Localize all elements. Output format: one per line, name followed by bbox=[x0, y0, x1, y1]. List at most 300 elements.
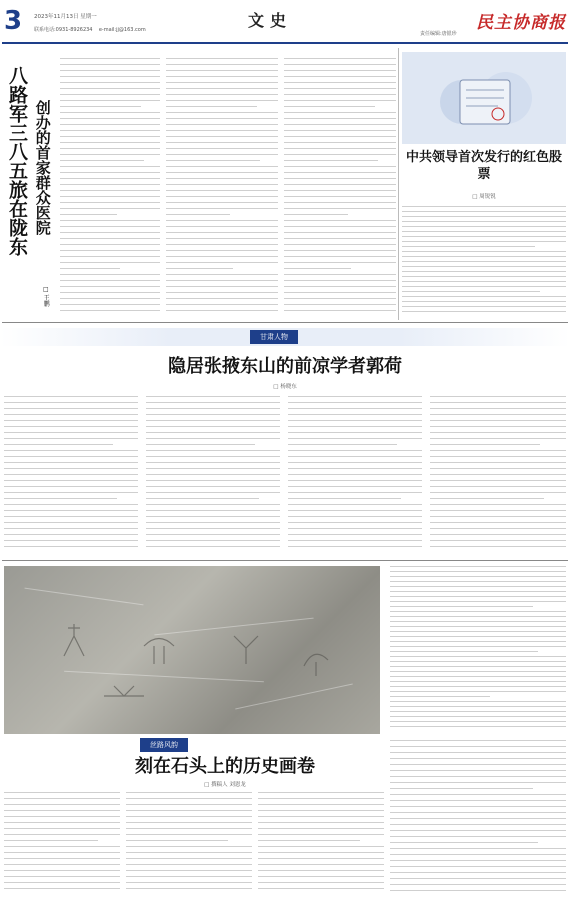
text-line bbox=[284, 154, 396, 155]
text-line bbox=[258, 846, 384, 847]
text-line bbox=[146, 396, 280, 397]
text-line bbox=[60, 100, 160, 101]
text-line bbox=[146, 504, 280, 505]
text-line bbox=[284, 76, 396, 77]
article-headline: 中共领导首次发行的红色股票 bbox=[405, 150, 562, 182]
article-headline: 隐居张掖东山的前凉学者郭荷 bbox=[168, 356, 402, 377]
text-line bbox=[4, 420, 138, 421]
text-line bbox=[258, 858, 384, 859]
text-line bbox=[390, 890, 566, 891]
text-line bbox=[166, 190, 278, 191]
text-line bbox=[126, 798, 252, 799]
text-line bbox=[402, 301, 566, 302]
text-line bbox=[4, 468, 138, 469]
text-line bbox=[284, 166, 396, 167]
text-line bbox=[60, 76, 160, 77]
text-line bbox=[166, 184, 278, 185]
text-line bbox=[166, 208, 278, 209]
text-line bbox=[430, 444, 540, 445]
text-line bbox=[390, 686, 566, 687]
text-line bbox=[284, 82, 396, 83]
text-line bbox=[284, 112, 396, 113]
text-line bbox=[126, 804, 252, 805]
text-line bbox=[288, 438, 422, 439]
text-line bbox=[60, 196, 160, 197]
text-line bbox=[60, 106, 141, 107]
text-line bbox=[146, 462, 280, 463]
text-line bbox=[4, 402, 138, 403]
text-line bbox=[258, 882, 384, 883]
text-line bbox=[390, 848, 566, 849]
text-line bbox=[146, 432, 280, 433]
text-line bbox=[390, 631, 566, 632]
text-line bbox=[402, 231, 566, 232]
text-line bbox=[284, 292, 396, 293]
text-line bbox=[4, 432, 138, 433]
text-line bbox=[402, 281, 566, 282]
text-line bbox=[60, 208, 160, 209]
text-line bbox=[4, 858, 120, 859]
text-line bbox=[390, 661, 566, 662]
article-byline: □ 王鹏 bbox=[42, 286, 50, 307]
text-line bbox=[258, 828, 384, 829]
text-line bbox=[390, 800, 566, 801]
text-line bbox=[146, 408, 280, 409]
text-line bbox=[4, 810, 120, 811]
text-line bbox=[284, 310, 396, 311]
text-line bbox=[288, 444, 397, 445]
text-line bbox=[166, 154, 278, 155]
text-line bbox=[4, 414, 138, 415]
text-line bbox=[126, 834, 252, 835]
text-line bbox=[390, 651, 538, 652]
text-line bbox=[166, 100, 278, 101]
text-line bbox=[402, 241, 566, 242]
text-line bbox=[60, 256, 160, 257]
text-line bbox=[390, 746, 566, 747]
text-line bbox=[390, 842, 538, 843]
text-line bbox=[390, 836, 566, 837]
text-line bbox=[390, 641, 566, 642]
text-line bbox=[126, 840, 228, 841]
article-body-column bbox=[430, 396, 566, 556]
article-body-column bbox=[284, 58, 396, 318]
text-line bbox=[284, 238, 396, 239]
text-line bbox=[284, 124, 396, 125]
text-line bbox=[284, 208, 396, 209]
text-line bbox=[166, 226, 278, 227]
text-line bbox=[390, 721, 566, 722]
text-line bbox=[284, 94, 396, 95]
text-line bbox=[390, 626, 566, 627]
text-line bbox=[288, 408, 422, 409]
text-line bbox=[166, 202, 278, 203]
text-line bbox=[4, 408, 138, 409]
text-line bbox=[126, 822, 252, 823]
text-line bbox=[402, 296, 566, 297]
text-line bbox=[146, 540, 280, 541]
text-line bbox=[402, 311, 566, 312]
text-line bbox=[258, 816, 384, 817]
text-line bbox=[390, 812, 566, 813]
text-line bbox=[390, 711, 566, 712]
text-line bbox=[284, 280, 396, 281]
article-illustration bbox=[402, 52, 566, 144]
contact-email: e-mail:jj@163.com bbox=[98, 27, 146, 33]
text-line bbox=[166, 196, 278, 197]
text-line bbox=[288, 396, 422, 397]
text-line bbox=[166, 64, 278, 65]
text-line bbox=[284, 232, 396, 233]
text-line bbox=[126, 816, 252, 817]
text-line bbox=[126, 792, 252, 793]
text-line bbox=[284, 256, 396, 257]
text-line bbox=[60, 250, 160, 251]
text-line bbox=[430, 456, 566, 457]
text-line bbox=[60, 220, 160, 221]
text-line bbox=[390, 830, 566, 831]
text-line bbox=[430, 540, 566, 541]
text-line bbox=[166, 274, 278, 275]
column-divider bbox=[398, 48, 399, 320]
text-line bbox=[166, 256, 278, 257]
text-line bbox=[146, 444, 255, 445]
text-line bbox=[4, 798, 120, 799]
text-line bbox=[402, 206, 566, 207]
text-line bbox=[166, 244, 278, 245]
text-line bbox=[390, 606, 533, 607]
text-line bbox=[60, 148, 160, 149]
text-line bbox=[402, 246, 535, 247]
text-line bbox=[390, 806, 566, 807]
text-line bbox=[60, 286, 160, 287]
text-line bbox=[390, 794, 566, 795]
text-line bbox=[288, 480, 422, 481]
page-number: 3 bbox=[4, 6, 23, 36]
text-line bbox=[126, 864, 252, 865]
text-line bbox=[390, 691, 566, 692]
text-line bbox=[60, 172, 160, 173]
illustration-graphic bbox=[402, 52, 566, 144]
text-line bbox=[430, 522, 566, 523]
text-line bbox=[390, 878, 566, 879]
text-line bbox=[390, 788, 533, 789]
text-line bbox=[4, 792, 120, 793]
article-body-column bbox=[146, 396, 280, 556]
text-line bbox=[166, 130, 278, 131]
text-line bbox=[60, 304, 160, 305]
masthead-rule bbox=[2, 42, 568, 44]
text-line bbox=[4, 828, 120, 829]
text-line bbox=[430, 426, 566, 427]
text-line bbox=[146, 492, 280, 493]
article-body-column bbox=[126, 792, 252, 896]
text-line bbox=[4, 462, 138, 463]
text-line bbox=[430, 480, 566, 481]
text-line bbox=[288, 528, 422, 529]
text-line bbox=[284, 64, 396, 65]
text-line bbox=[284, 196, 396, 197]
text-line bbox=[4, 888, 120, 889]
text-line bbox=[60, 292, 160, 293]
text-line bbox=[284, 268, 351, 269]
text-line bbox=[146, 474, 280, 475]
text-line bbox=[4, 540, 138, 541]
text-line bbox=[430, 516, 566, 517]
text-line bbox=[166, 106, 257, 107]
text-line bbox=[288, 456, 422, 457]
text-line bbox=[166, 172, 278, 173]
text-line bbox=[60, 190, 160, 191]
text-line bbox=[430, 420, 566, 421]
text-line bbox=[284, 214, 348, 215]
text-line bbox=[430, 450, 566, 451]
text-line bbox=[402, 306, 566, 307]
text-line bbox=[166, 262, 278, 263]
text-line bbox=[284, 190, 396, 191]
text-line bbox=[166, 268, 233, 269]
text-line bbox=[288, 420, 422, 421]
text-line bbox=[166, 148, 278, 149]
text-line bbox=[430, 474, 566, 475]
text-line bbox=[402, 226, 566, 227]
text-line bbox=[402, 286, 566, 287]
text-line bbox=[166, 238, 278, 239]
text-line bbox=[166, 250, 278, 251]
text-line bbox=[284, 178, 396, 179]
text-line bbox=[4, 396, 138, 397]
text-line bbox=[146, 528, 280, 529]
text-line bbox=[146, 420, 280, 421]
text-line bbox=[390, 884, 566, 885]
text-line bbox=[166, 94, 278, 95]
text-line bbox=[60, 238, 160, 239]
text-line bbox=[402, 291, 540, 292]
section-divider bbox=[2, 560, 568, 561]
text-line bbox=[126, 858, 252, 859]
text-line bbox=[4, 486, 138, 487]
text-line bbox=[4, 474, 138, 475]
text-line bbox=[146, 402, 280, 403]
text-line bbox=[390, 770, 566, 771]
article-body-column bbox=[166, 58, 278, 318]
text-line bbox=[402, 221, 566, 222]
text-line bbox=[402, 216, 566, 217]
text-line bbox=[146, 522, 280, 523]
text-line bbox=[402, 251, 566, 252]
text-line bbox=[166, 76, 278, 77]
text-line bbox=[284, 274, 396, 275]
text-line bbox=[284, 172, 396, 173]
text-line bbox=[60, 244, 160, 245]
text-line bbox=[288, 426, 422, 427]
text-line bbox=[390, 671, 566, 672]
text-line bbox=[146, 426, 280, 427]
article-body-column bbox=[60, 58, 160, 318]
text-line bbox=[288, 546, 422, 547]
text-line bbox=[126, 852, 252, 853]
text-line bbox=[390, 758, 566, 759]
text-line bbox=[166, 292, 278, 293]
text-line bbox=[284, 130, 396, 131]
text-line bbox=[284, 160, 378, 161]
text-line bbox=[166, 136, 278, 137]
text-line bbox=[60, 70, 160, 71]
text-line bbox=[258, 840, 360, 841]
text-line bbox=[390, 571, 566, 572]
text-line bbox=[284, 286, 396, 287]
text-line bbox=[4, 522, 138, 523]
text-line bbox=[4, 870, 120, 871]
text-line bbox=[390, 656, 566, 657]
text-line bbox=[390, 611, 566, 612]
text-line bbox=[288, 534, 422, 535]
text-line bbox=[284, 262, 396, 263]
text-line bbox=[258, 888, 384, 889]
text-line bbox=[4, 528, 138, 529]
text-line bbox=[430, 438, 566, 439]
text-line bbox=[390, 716, 566, 717]
text-line bbox=[284, 202, 396, 203]
text-line bbox=[60, 82, 160, 83]
text-line bbox=[390, 616, 566, 617]
text-line bbox=[166, 310, 278, 311]
text-line bbox=[390, 776, 566, 777]
text-line bbox=[146, 414, 280, 415]
text-line bbox=[4, 846, 120, 847]
text-line bbox=[390, 860, 566, 861]
article-body-column bbox=[402, 206, 566, 320]
text-line bbox=[288, 516, 422, 517]
text-line bbox=[126, 882, 252, 883]
text-line bbox=[390, 596, 566, 597]
article-byline: □ 周锐锐 bbox=[472, 194, 496, 200]
text-line bbox=[4, 456, 138, 457]
text-line bbox=[288, 450, 422, 451]
text-line bbox=[60, 130, 160, 131]
text-line bbox=[60, 64, 160, 65]
text-line bbox=[126, 810, 252, 811]
text-line bbox=[60, 298, 160, 299]
text-line bbox=[4, 852, 120, 853]
article-body-column bbox=[390, 740, 566, 896]
text-line bbox=[60, 118, 160, 119]
text-line bbox=[288, 540, 422, 541]
petroglyph-figures bbox=[4, 566, 380, 734]
text-line bbox=[126, 846, 252, 847]
text-line bbox=[288, 432, 422, 433]
text-line bbox=[402, 256, 566, 257]
text-line bbox=[258, 810, 384, 811]
text-line bbox=[258, 834, 384, 835]
text-line bbox=[258, 822, 384, 823]
text-line bbox=[288, 468, 422, 469]
text-line bbox=[60, 214, 117, 215]
text-line bbox=[4, 816, 120, 817]
text-line bbox=[166, 286, 278, 287]
text-line bbox=[166, 298, 278, 299]
text-line bbox=[284, 226, 396, 227]
category-tag: 丝路风韵 bbox=[140, 738, 188, 752]
text-line bbox=[60, 202, 160, 203]
text-line bbox=[284, 244, 396, 245]
text-line bbox=[284, 88, 396, 89]
article-byline: □ 杨晓东 bbox=[273, 384, 297, 390]
article-subheadline: 创办的首家群众医院 bbox=[33, 100, 52, 235]
text-line bbox=[60, 160, 144, 161]
text-line bbox=[288, 486, 422, 487]
text-line bbox=[430, 510, 566, 511]
text-line bbox=[284, 148, 396, 149]
text-line bbox=[402, 236, 566, 237]
text-line bbox=[402, 276, 566, 277]
text-line bbox=[390, 696, 490, 697]
text-line bbox=[166, 142, 278, 143]
text-line bbox=[430, 468, 566, 469]
article-byline: □ 撰稿人 刘恩龙 bbox=[204, 782, 246, 788]
text-line bbox=[126, 876, 252, 877]
article-body-column bbox=[4, 792, 120, 896]
text-line bbox=[60, 178, 160, 179]
stone-carving-photo bbox=[4, 566, 380, 734]
text-line bbox=[166, 304, 278, 305]
text-line bbox=[288, 498, 401, 499]
text-line bbox=[146, 468, 280, 469]
text-line bbox=[4, 864, 120, 865]
text-line bbox=[126, 888, 252, 889]
text-line bbox=[430, 486, 566, 487]
text-line bbox=[60, 268, 120, 269]
text-line bbox=[288, 522, 422, 523]
text-line bbox=[146, 510, 280, 511]
text-line bbox=[390, 824, 566, 825]
text-line bbox=[60, 58, 160, 59]
article-body-column bbox=[390, 566, 566, 734]
text-line bbox=[390, 726, 566, 727]
text-line bbox=[146, 498, 259, 499]
text-line bbox=[60, 142, 160, 143]
text-line bbox=[288, 510, 422, 511]
text-line bbox=[430, 408, 566, 409]
text-line bbox=[258, 792, 384, 793]
text-line bbox=[60, 310, 160, 311]
text-line bbox=[4, 822, 120, 823]
text-line bbox=[166, 214, 230, 215]
text-line bbox=[60, 88, 160, 89]
text-line bbox=[390, 566, 566, 567]
article-headline: 刻在石头上的历史画卷 bbox=[135, 756, 315, 777]
text-line bbox=[4, 426, 138, 427]
text-line bbox=[430, 528, 566, 529]
text-line bbox=[146, 480, 280, 481]
text-line bbox=[430, 396, 566, 397]
text-line bbox=[4, 834, 120, 835]
text-line bbox=[4, 510, 138, 511]
text-line bbox=[146, 438, 280, 439]
text-line bbox=[390, 872, 566, 873]
text-line bbox=[284, 184, 396, 185]
text-line bbox=[288, 474, 422, 475]
text-line bbox=[390, 866, 566, 867]
text-line bbox=[146, 450, 280, 451]
text-line bbox=[430, 432, 566, 433]
editor-credit: 责任编辑:唐银珍 bbox=[420, 31, 457, 37]
text-line bbox=[284, 70, 396, 71]
text-line bbox=[430, 414, 566, 415]
text-line bbox=[390, 681, 566, 682]
text-line bbox=[166, 112, 278, 113]
text-line bbox=[430, 402, 566, 403]
